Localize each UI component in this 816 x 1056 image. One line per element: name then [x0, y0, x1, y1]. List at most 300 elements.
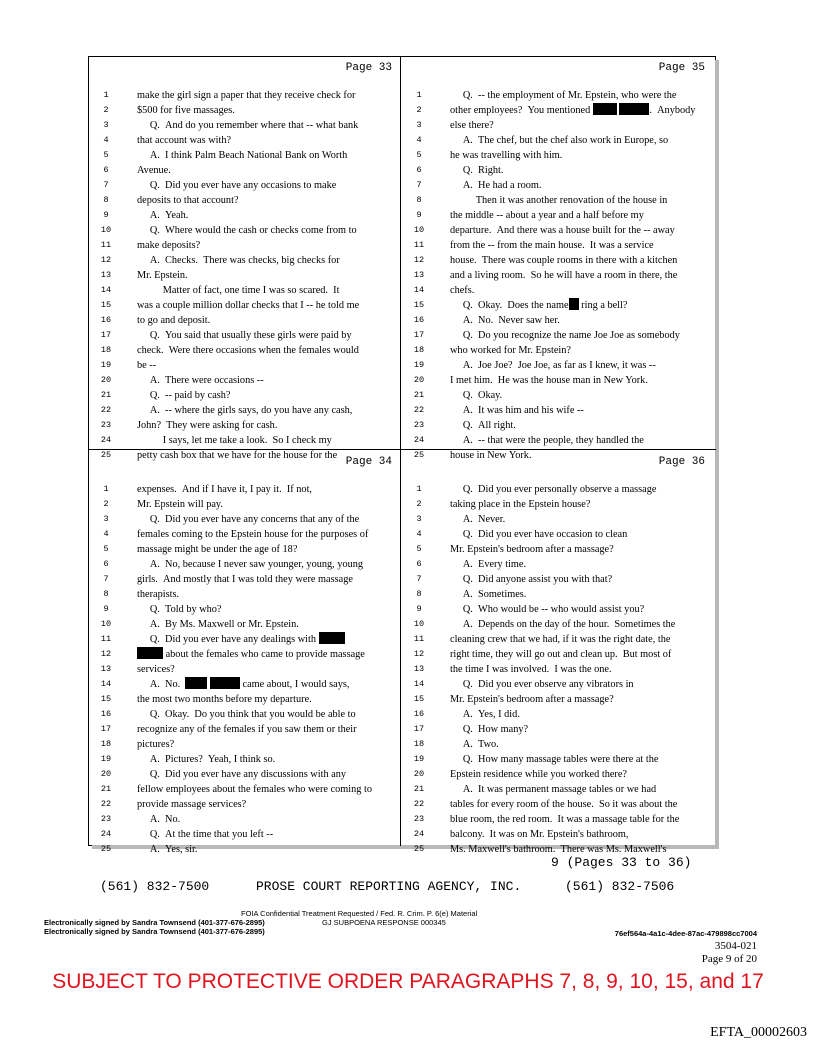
line-text — [450, 617, 675, 632]
transcript-lines — [88, 482, 400, 857]
text-segment: Q. Right. — [450, 165, 504, 176]
transcript-line — [88, 148, 400, 163]
line-number: 20 — [100, 375, 112, 385]
text-segment: Q. Who would be -- who would assist you? — [450, 604, 645, 615]
text-segment: A. There were occasions -- — [137, 375, 264, 386]
transcript-line — [88, 572, 400, 587]
line-text — [450, 677, 634, 692]
transcript-line — [401, 178, 713, 193]
line-number: 22 — [100, 799, 112, 809]
line-text — [450, 283, 474, 298]
line-number: 2 — [416, 105, 422, 115]
line-text — [450, 328, 680, 343]
line-number: 7 — [416, 574, 422, 584]
transcript-line — [401, 118, 713, 133]
page-label: Page 34 — [345, 456, 392, 468]
line-number: 13 — [413, 664, 425, 674]
line-number: 2 — [103, 499, 109, 509]
transcript-line — [401, 418, 713, 433]
line-text — [137, 88, 355, 103]
redaction-box — [569, 298, 579, 310]
transcript-line — [88, 827, 400, 842]
line-number: 17 — [413, 330, 425, 340]
transcript-line — [401, 542, 713, 557]
line-number: 22 — [413, 799, 425, 809]
line-number: 17 — [413, 724, 425, 734]
text-segment: tables for every room of the house. So it was about the — [450, 799, 678, 810]
line-text — [137, 542, 297, 557]
line-number: 23 — [413, 420, 425, 430]
line-text — [450, 542, 614, 557]
page-of-count: Page 9 of 20 — [701, 953, 757, 965]
line-text — [137, 223, 357, 238]
line-text — [137, 163, 171, 178]
transcript-line — [401, 298, 713, 313]
line-number: 25 — [413, 450, 425, 460]
line-text — [137, 358, 156, 373]
transcript-line — [401, 782, 713, 797]
line-text — [450, 587, 526, 602]
line-text — [450, 223, 675, 238]
line-text — [450, 88, 676, 103]
text-segment: Q. Okay. — [450, 390, 503, 401]
transcript-line — [401, 707, 713, 722]
line-text — [450, 133, 668, 148]
transcript-line — [88, 193, 400, 208]
line-number: 23 — [100, 420, 112, 430]
text-segment: A. Every time. — [450, 559, 527, 570]
line-text — [450, 373, 648, 388]
transcript-page-36 — [401, 450, 713, 855]
transcript-line — [401, 433, 713, 448]
line-number: 3 — [103, 120, 109, 130]
line-text — [137, 373, 264, 388]
text-segment: fellow employees about the females who were coming to — [137, 784, 373, 795]
transcript-line — [401, 677, 713, 692]
text-segment: pictures? — [137, 739, 175, 750]
line-number: 1 — [103, 484, 109, 494]
line-number: 19 — [413, 360, 425, 370]
text-segment: therapists. — [137, 589, 180, 600]
line-text — [450, 797, 677, 812]
line-text — [137, 707, 356, 722]
line-number: 22 — [413, 405, 425, 415]
line-text — [137, 782, 372, 797]
line-number: 13 — [100, 270, 112, 280]
redaction-box — [210, 677, 240, 689]
line-text — [137, 118, 358, 133]
agency-name: PROSE COURT REPORTING AGENCY, INC. — [256, 879, 522, 894]
line-number: 4 — [416, 135, 422, 145]
text-segment: A. Yes, I did. — [450, 709, 520, 720]
transcript-line — [88, 403, 400, 418]
text-segment: Q. Did you ever personally observe a massage — [450, 484, 657, 495]
line-number: 8 — [103, 589, 109, 599]
transcript-line — [401, 193, 713, 208]
transcript-line — [88, 313, 400, 328]
text-segment: balcony. It was on Mr. Epstein's bathroom, — [450, 829, 629, 840]
transcript-line — [88, 632, 400, 647]
transcript-line — [401, 223, 713, 238]
text-segment: petty cash box that we have for the house for the — [137, 450, 338, 461]
text-segment: Q. Did you ever have any discussions with any — [137, 769, 347, 780]
line-text — [137, 313, 210, 328]
transcript-line — [88, 587, 400, 602]
transcript-line — [401, 512, 713, 527]
transcript-line — [401, 238, 713, 253]
line-number: 7 — [416, 180, 422, 190]
transcript-line — [401, 557, 713, 572]
text-segment: chefs. — [450, 285, 475, 296]
line-text — [450, 343, 571, 358]
text-segment: other employees? You mentioned — [450, 105, 593, 116]
transcript-line — [88, 253, 400, 268]
line-text — [137, 148, 347, 163]
text-segment: A. -- where the girls says, do you have any cash, — [137, 405, 353, 416]
document-code: 3504-021 — [714, 940, 757, 952]
electronic-signature: Electronically signed by Sandra Townsend (401-377-676-2895) — [44, 927, 265, 936]
text-segment: be -- — [137, 360, 157, 371]
line-text — [137, 178, 336, 193]
line-number: 7 — [103, 180, 109, 190]
text-segment: Q. How many? — [450, 724, 529, 735]
line-text — [450, 358, 656, 373]
line-number: 20 — [413, 375, 425, 385]
transcript-line — [88, 178, 400, 193]
line-text — [450, 512, 505, 527]
transcript-line — [88, 118, 400, 133]
line-number: 5 — [103, 150, 109, 160]
line-text — [450, 707, 520, 722]
line-number: 19 — [100, 360, 112, 370]
line-number: 5 — [416, 544, 422, 554]
electronic-signature: Electronically signed by Sandra Townsend (401-377-676-2895) — [44, 918, 265, 927]
line-text — [137, 722, 357, 737]
line-number: 3 — [416, 514, 422, 524]
line-text — [137, 827, 273, 842]
line-number: 9 — [416, 604, 422, 614]
text-segment: came about, I would says, — [239, 679, 350, 690]
line-number: 15 — [413, 694, 425, 704]
text-segment: Q. Did you ever have any dealings with — [137, 634, 319, 645]
line-number: 9 — [103, 604, 109, 614]
line-text — [450, 692, 614, 707]
redaction-box — [185, 677, 207, 689]
transcript-line — [401, 812, 713, 827]
transcript-line — [401, 497, 713, 512]
transcript-page-33 — [88, 56, 400, 461]
transcript-line — [401, 647, 713, 662]
line-number: 15 — [100, 694, 112, 704]
transcript-line — [88, 737, 400, 752]
line-text — [137, 328, 352, 343]
text-segment: Q. At the time that you left -- — [137, 829, 274, 840]
line-number: 14 — [100, 285, 112, 295]
phone-right: (561) 832-7506 — [565, 879, 675, 894]
line-number: 15 — [100, 300, 112, 310]
text-segment: A. Yeah. — [137, 210, 189, 221]
line-text — [450, 313, 560, 328]
text-segment: the time I was involved. I was the one. — [450, 664, 612, 675]
text-segment: Mr. Epstein. — [137, 270, 188, 281]
text-segment: Q. And do you remember where that -- what bank — [137, 120, 359, 131]
transcript-line — [88, 647, 400, 662]
transcript-line — [88, 602, 400, 617]
text-segment: A. Never. — [450, 514, 506, 525]
line-text — [450, 388, 502, 403]
line-number: 18 — [100, 739, 112, 749]
transcript-lines — [401, 482, 713, 857]
line-number: 10 — [413, 619, 425, 629]
line-number: 11 — [413, 634, 425, 644]
text-segment: house. There was couple rooms in there with a kitchen — [450, 255, 678, 266]
line-text — [137, 557, 363, 572]
line-text — [450, 148, 562, 163]
line-number: 16 — [100, 709, 112, 719]
transcript-line — [88, 527, 400, 542]
text-segment: Q. Did you ever observe any vibrators in — [450, 679, 634, 690]
line-number: 23 — [100, 814, 112, 824]
text-segment: $500 for five massages. — [137, 105, 235, 116]
text-segment: massage might be under the age of 18? — [137, 544, 298, 555]
line-number: 21 — [100, 390, 112, 400]
text-segment: Q. Did you ever have any concerns that any of the — [137, 514, 360, 525]
line-number: 16 — [413, 709, 425, 719]
line-text — [137, 208, 188, 223]
foia-notice: FOIA Confidential Treatment Requested / Fed. R. Crim. P. 6(e) Material — [241, 909, 478, 918]
text-segment: A. Pictures? Yeah, I think so. — [137, 754, 276, 765]
line-number: 12 — [413, 649, 425, 659]
line-text — [137, 193, 239, 208]
line-text — [137, 238, 200, 253]
transcript-page-35 — [401, 56, 713, 461]
line-number: 18 — [413, 345, 425, 355]
line-number: 1 — [416, 90, 422, 100]
page-label: Page 36 — [658, 456, 705, 468]
transcript-line — [401, 662, 713, 677]
text-segment: blue room, the red room. It was a massage table for the — [450, 814, 680, 825]
text-segment: A. Joe Joe? Joe Joe, as far as I knew, it was -- — [450, 360, 656, 371]
line-text — [137, 298, 359, 313]
transcript-line — [401, 797, 713, 812]
line-number: 6 — [103, 165, 109, 175]
transcript-line — [88, 283, 400, 298]
line-number: 20 — [413, 769, 425, 779]
text-segment: . Anybody — [649, 105, 696, 116]
line-number: 3 — [103, 514, 109, 524]
line-number: 9 — [103, 210, 109, 220]
text-segment: A. The chef, but the chef also work in Europe, so — [450, 135, 669, 146]
text-segment: Q. Told by who? — [137, 604, 222, 615]
line-number: 24 — [413, 435, 425, 445]
line-number: 11 — [100, 240, 112, 250]
text-segment: who worked for Mr. Epstein? — [450, 345, 571, 356]
text-segment: to go and deposit. — [137, 315, 211, 326]
line-text — [450, 253, 677, 268]
line-number: 5 — [103, 544, 109, 554]
line-number: 2 — [416, 499, 422, 509]
line-text — [137, 497, 223, 512]
transcript-line — [88, 268, 400, 283]
text-segment: that account was with? — [137, 135, 232, 146]
line-number: 23 — [413, 814, 425, 824]
line-text — [137, 403, 352, 418]
transcript-line — [88, 512, 400, 527]
text-segment: Avenue. — [137, 165, 171, 176]
line-number: 1 — [416, 484, 422, 494]
line-text — [450, 527, 627, 542]
line-number: 22 — [100, 405, 112, 415]
line-number: 19 — [413, 754, 425, 764]
text-segment: A. He had a room. — [450, 180, 542, 191]
transcript-line — [88, 388, 400, 403]
line-number: 12 — [100, 255, 112, 265]
transcript-line — [88, 103, 400, 118]
page-label: Page 33 — [345, 62, 392, 74]
line-number: 13 — [100, 664, 112, 674]
line-text — [450, 238, 654, 253]
redaction-box — [593, 103, 617, 115]
transcript-line — [401, 632, 713, 647]
transcript-line — [88, 418, 400, 433]
gj-subpoena: GJ SUBPOENA RESPONSE 000345 — [322, 918, 446, 927]
line-number: 17 — [100, 330, 112, 340]
line-number: 2 — [103, 105, 109, 115]
text-segment: A. I think Palm Beach National Bank on Worth — [137, 150, 348, 161]
transcript-line — [401, 617, 713, 632]
transcript-line — [88, 433, 400, 448]
transcript-lines — [88, 88, 400, 463]
transcript-line — [88, 238, 400, 253]
transcript-line — [401, 373, 713, 388]
line-text — [450, 632, 670, 647]
transcript-line — [88, 797, 400, 812]
text-segment: cleaning crew that we had, if it was the right date, the — [450, 634, 671, 645]
line-number: 16 — [413, 315, 425, 325]
transcript-line — [401, 767, 713, 782]
text-segment: check. Were there occasions when the females would — [137, 345, 359, 356]
line-number: 4 — [416, 529, 422, 539]
line-text — [450, 782, 656, 797]
transcript-line — [401, 722, 713, 737]
line-number: 13 — [413, 270, 425, 280]
transcript-line — [401, 752, 713, 767]
transcript-line — [401, 587, 713, 602]
text-segment: I met him. He was the house man in New York. — [450, 375, 648, 386]
text-segment: females coming to the Epstein house for the purposes of — [137, 529, 369, 540]
line-text — [450, 403, 584, 418]
transcript-line — [401, 148, 713, 163]
line-text — [137, 632, 345, 647]
transcript-line — [401, 527, 713, 542]
transcript-line — [401, 388, 713, 403]
line-text — [137, 767, 346, 782]
text-segment: the middle -- about a year and a half before my — [450, 210, 644, 221]
transcript-line — [401, 343, 713, 358]
text-segment: A. It was him and his wife -- — [450, 405, 584, 416]
line-number: 6 — [416, 165, 422, 175]
line-text — [450, 737, 499, 752]
line-number: 24 — [100, 435, 112, 445]
transcript-line — [88, 617, 400, 632]
line-number: 11 — [100, 634, 112, 644]
text-segment: Epstein residence while you worked there? — [450, 769, 627, 780]
text-segment: A. Checks. There was checks, big checks for — [137, 255, 340, 266]
line-text — [137, 842, 197, 857]
text-segment: A. Depends on the day of the hour. Sometimes the — [450, 619, 676, 630]
line-number: 21 — [413, 390, 425, 400]
line-number: 25 — [100, 844, 112, 854]
line-text — [450, 662, 612, 677]
line-text — [450, 572, 612, 587]
text-segment: Q. You said that usually these girls were paid by — [137, 330, 352, 341]
redaction-box — [619, 103, 649, 115]
text-segment: Mr. Epstein's bedroom after a massage? — [450, 694, 614, 705]
line-text — [450, 722, 528, 737]
text-segment: make deposits? — [137, 240, 201, 251]
line-text — [450, 163, 504, 178]
line-text — [450, 752, 658, 767]
transcript-line — [88, 223, 400, 238]
line-text — [450, 418, 516, 433]
line-number: 6 — [416, 559, 422, 569]
transcript-line — [401, 572, 713, 587]
line-number: 18 — [413, 739, 425, 749]
text-segment: else there? — [450, 120, 494, 131]
line-text — [450, 497, 590, 512]
transcript-line — [401, 133, 713, 148]
line-text — [450, 208, 644, 223]
line-text — [450, 118, 494, 133]
transcript-line — [88, 343, 400, 358]
transcript-line — [401, 283, 713, 298]
text-segment: girls. And mostly that I was told they were massage — [137, 574, 353, 585]
redaction-box — [319, 632, 345, 644]
transcript-line — [401, 827, 713, 842]
line-text — [450, 298, 627, 313]
line-text — [137, 602, 222, 617]
transcript-line — [88, 358, 400, 373]
page-range: 9 (Pages 33 to 36) — [551, 855, 692, 870]
document-hash: 76ef564a-4a1c-4dee-87ac-479898cc7004 — [614, 929, 757, 938]
line-number: 8 — [103, 195, 109, 205]
page-label: Page 35 — [658, 62, 705, 74]
line-number: 21 — [100, 784, 112, 794]
transcript-page-34 — [88, 450, 400, 855]
text-segment: Q. Did you ever have any occasions to make — [137, 180, 337, 191]
line-text — [450, 268, 677, 283]
efta-number: EFTA_00002603 — [710, 1025, 807, 1040]
transcript-line — [88, 782, 400, 797]
text-segment: recognize any of the females if you saw them or their — [137, 724, 357, 735]
line-text — [450, 602, 644, 617]
transcript-line — [88, 133, 400, 148]
text-segment: he was travelling with him. — [450, 150, 563, 161]
transcript-line — [88, 812, 400, 827]
transcript-line — [88, 482, 400, 497]
text-segment: A. Two. — [450, 739, 499, 750]
line-number: 18 — [100, 345, 112, 355]
transcript-line — [88, 752, 400, 767]
text-segment: A. Yes, sir. — [137, 844, 198, 855]
text-segment: Ms. Maxwell's bathroom. There was Ms. Maxwell's — [450, 844, 667, 855]
text-segment: house in New York. — [450, 450, 532, 461]
line-number: 14 — [100, 679, 112, 689]
line-text — [450, 103, 695, 118]
transcript-line — [88, 497, 400, 512]
transcript-line — [401, 253, 713, 268]
text-segment: make the girl sign a paper that they receive check for — [137, 90, 356, 101]
